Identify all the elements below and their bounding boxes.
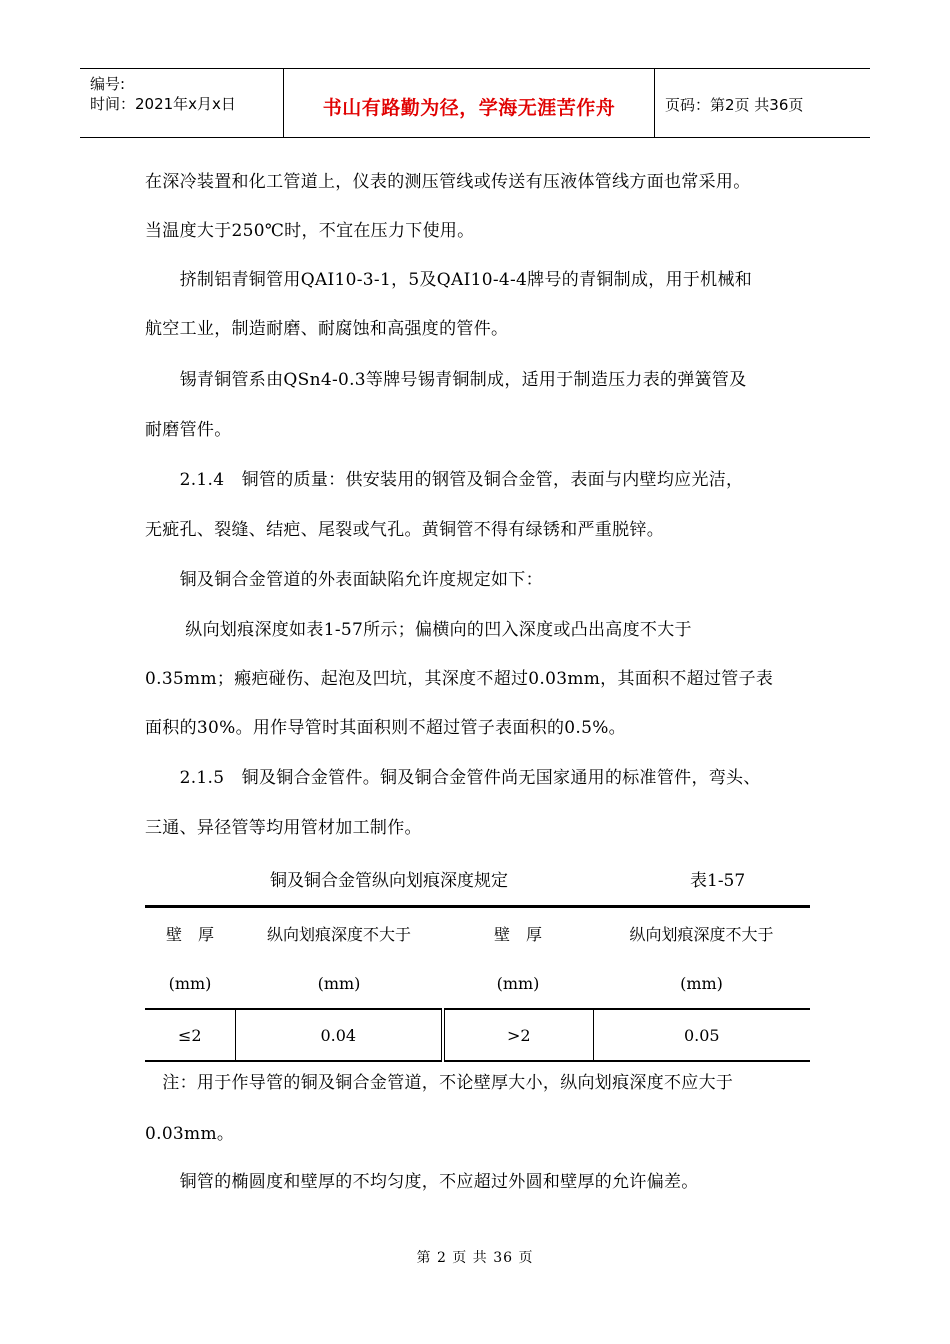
table-cell: 0.05 [593, 1009, 810, 1061]
note-line: 铜管的椭圆度和壁厚的不均匀度，不应超过外圆和壁厚的允许偏差。 [145, 1172, 699, 1192]
header-meta-cell [80, 69, 284, 137]
table-header-cell: 纵向划痕深度不大于 [235, 907, 443, 959]
scratch-depth-table [145, 905, 810, 1062]
body-line: 面积的30%。用作导管时其面积则不超过管子表面积的0.5%。 [145, 718, 626, 738]
table-number: 表1-57 [690, 871, 746, 891]
body-line: 在深冷装置和化工管道上，仪表的测压管线或传送有压液体管线方面也常采用。 [145, 172, 751, 192]
document-number-label: 编号: [90, 75, 126, 93]
body-line: 2.1.4 铜管的质量：供安装用的钢管及铜合金管，表面与内壁均应光洁， [145, 470, 744, 490]
body-line: 无疵孔、裂缝、结疤、尾裂或气孔。黄铜管不得有绿锈和严重脱锌。 [145, 520, 664, 540]
body-line: 三通、异径管等均用管材加工制作。 [145, 818, 422, 838]
body-line: 0.35mm；瘢疤碰伤、起泡及凹坑，其深度不超过0.03mm，其面积不超过管子表 [145, 669, 774, 689]
table-header-row [145, 907, 810, 959]
table-unit-cell: (mm) [168, 973, 212, 993]
body-line: 耐磨管件。 [145, 420, 232, 440]
table-row [145, 1009, 810, 1061]
body-line: 航空工业，制造耐磨、耐腐蚀和高强度的管件。 [145, 319, 509, 339]
body-line: 铜及铜合金管道的外表面缺陷允许度规定如下： [145, 570, 543, 590]
table-unit-row [145, 958, 810, 1009]
table-unit-cell: (mm) [496, 973, 540, 993]
note-line: 注：用于作导管的铜及铜合金管道，不论壁厚大小，纵向划痕深度不应大于 [145, 1073, 734, 1093]
table-header-cell: 纵向划痕深度不大于 [593, 907, 810, 959]
document-date: 时间：2021年x月x日 [90, 95, 236, 113]
body-line: 锡青铜管系由QSn4-0.3等牌号锡青铜制成，适用于制造压力表的弹簧管及 [145, 370, 747, 390]
table-unit-cell: (mm) [680, 973, 723, 993]
table-cell: ≤2 [145, 1009, 235, 1061]
body-line: 纵向划痕深度如表1-57所示；偏横向的凹入深度或凸出高度不大于 [145, 620, 692, 640]
header-page-info: 页码：第2页 共36页 [665, 96, 804, 114]
table-header-cell: 壁 厚 [443, 907, 593, 959]
table-cell: >2 [443, 1009, 593, 1061]
page-header [80, 68, 870, 138]
table-unit-cell: (mm) [317, 973, 361, 993]
table-cell: 0.04 [235, 1009, 443, 1061]
table-header-cell: 壁 厚 [145, 907, 235, 959]
table-caption: 铜及铜合金管纵向划痕深度规定 [270, 871, 508, 891]
body-line: 2.1.5 铜及铜合金管件。铜及铜合金管件尚无国家通用的标准管件，弯头、 [145, 768, 761, 788]
header-motto-cell [284, 69, 655, 137]
body-line: 当温度大于250℃时，不宜在压力下使用。 [145, 221, 475, 241]
body-line: 挤制铝青铜管用QAI10-3-1，5及QAI10-4-4牌号的青铜制成，用于机械和 [145, 270, 753, 290]
note-line: 0.03mm。 [145, 1124, 235, 1144]
header-page-cell [655, 69, 870, 137]
motto-text: 书山有路勤为径，学海无涯苦作舟 [322, 97, 616, 119]
page-footer: 第 2 页 共 36 页 [416, 1250, 534, 1266]
